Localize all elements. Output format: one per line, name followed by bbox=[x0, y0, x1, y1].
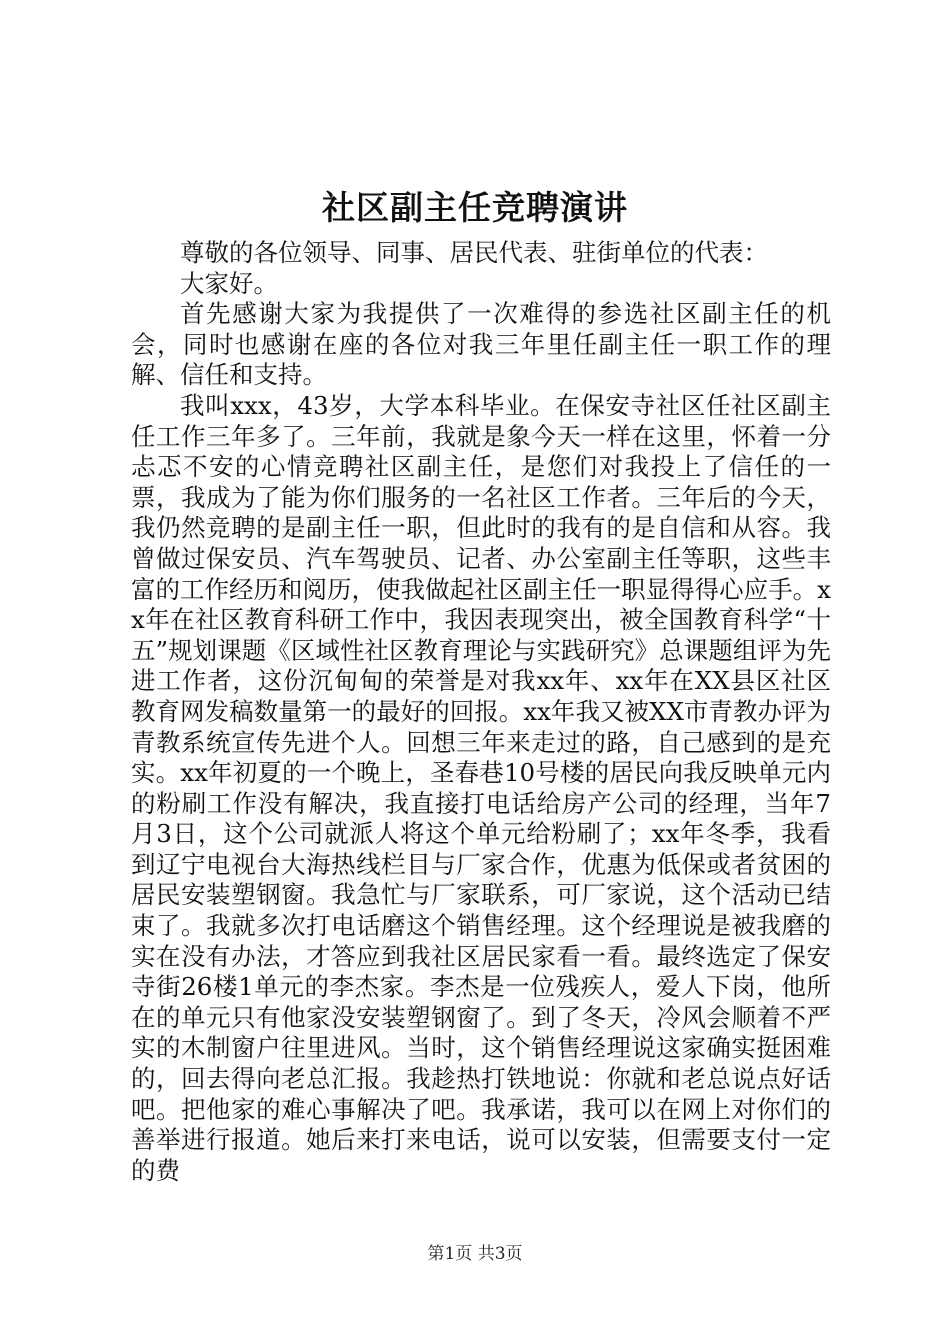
document-title: 社区副主任竞聘演讲 bbox=[322, 188, 628, 227]
document-body bbox=[131, 238, 831, 1186]
greeting-paragraph: 大家好。 bbox=[180, 268, 278, 298]
page-number: 第1页 共3页 bbox=[427, 1244, 523, 1264]
salutation-paragraph: 尊敬的各位领导、同事、居民代表、驻街单位的代表： bbox=[180, 238, 768, 267]
introduction-paragraph: 我叫xxx，43岁，大学本科毕业。在保安寺社区任社区副主任工作三年多了。三年前，我就是象今天一样在这里，怀着一分忐忑不安的心情竞聘社区副主任，是您们对我投上了信任的一票，我成为了能为你们服务的一名社区工作者。三年后的今天，我仍然竞聘的是副主任一职，但此时的我有的是自信和从容。我曾做过保安员、汽车驾驶员、记者、办公室副主任等职，这些丰富的工作经历和阅历，使我做起社区副主任一职显得得心应手。xx年在社区教育科研工作中，我因表现突出，被全国教育科学“十五”规划课题《区域性社区教育理论与实践研究》总课题组评为先进工作者，这份沉甸甸的荣誉是对我xx年、xx年在XX县区社区教育网发稿数量第一的最好的回报。xx年我又被XX市青教办评为青教系统宣传先进个人。回想三年来走过的路，自己感到的是充实。xx年初夏的一个晚上，圣春巷10号楼的居民向我反映单元内的粉刷工作没有解决，我直接打电话给房产公司的经理，当年7月3日，这个公司就派人将这个单元给粉刷了；xx年冬季，我看到辽宁电视台大海热线栏目与厂家合作，优惠为低保或者贫困的居民安装塑钢窗。我急忙与厂家联系，可厂家说，这个活动已结束了。我就多次打电话磨这个销售经理。这个经理说是被我磨的实在没有办法，才答应到我社区居民家看一看。最终选定了保安寺街26楼1单元的李杰家。李杰是一位残疾人，爱人下岗，他所在的单元只有他家没安装塑钢窗了。到了冬天，冷风会顺着不严实的木制窗户往里进风。当时，这个销售经理说这家确实挺困难的，回去得向老总汇报。我趁热打铁地说：你就和老总说点好话吧。把他家的难心事解决了吧。我承诺，我可以在网上对你们的善举进行报道。她后来打来电话，说可以安装，但需要支付一定的费 bbox=[131, 390, 831, 1185]
thanks-paragraph: 首先感谢大家为我提供了一次难得的参选社区副主任的机会，同时也感谢在座的各位对我三年里任副主任一职工作的理解、信任和支持。 bbox=[131, 299, 831, 390]
